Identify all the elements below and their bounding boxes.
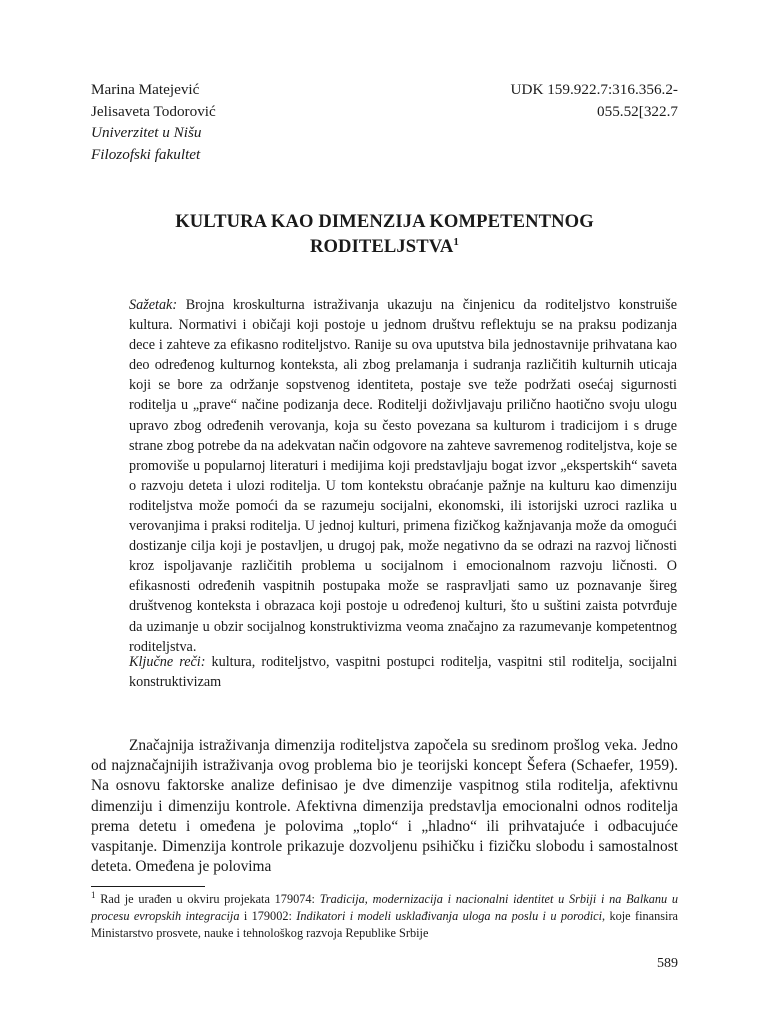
udk-code bbox=[511, 79, 678, 122]
abstract-label: Sažetak: bbox=[129, 297, 178, 313]
page-number: 589 bbox=[657, 956, 678, 971]
footnote-text: , koje finansira Ministarstvo prosvete, nauke i tehnološkog razvoja Republike Srbije bbox=[91, 909, 679, 940]
keywords-label: Ključne reči: bbox=[129, 654, 206, 670]
footnote-mark: 1 bbox=[91, 889, 96, 900]
footnote-project-title: Indikatori i modeli usklađivanja uloga na poslu i u porodici bbox=[296, 909, 603, 923]
footnote-project-title: Tradicija, modernizacija i nacionalni identitet u Srbiji i na Balkanu u procesu evropskih integracija bbox=[91, 892, 679, 923]
author-name: Marina Matejević bbox=[91, 81, 200, 98]
footnote-divider bbox=[91, 886, 205, 887]
title-text: RODITELJSTVA bbox=[309, 236, 454, 257]
paper-title bbox=[91, 209, 678, 259]
footnote bbox=[91, 891, 678, 942]
udk-line: 055.52[322.7 bbox=[597, 102, 678, 120]
title-footnote-mark[interactable]: 1 bbox=[453, 235, 460, 248]
keywords-text: kultura, roditeljstvo, vaspitni postupci roditelja, vaspitni stil roditelja, socijalni konstruktivizam bbox=[129, 654, 678, 691]
abstract-text: Brojna kroskulturna istraživanja ukazuju na činjenicu da roditeljstvo konstruiše kultura. Normativi i običaji koji postoje u jednom društvu reflektuju se na praksu podizanja dece i zahteve za efikasno roditeljstvo. Ranije su ova uputstva bila jednostavnije prihvatana kao deo određenog kulturnog konteksta, ali zbog prelamanja i sudranja različitih kulturnih uticaja koji se bore za održanje sopstvenog identiteta, postaje sve teže podržati osećaj sigurnosti roditelja u „prave“ načine podizanja dece. Roditelji doživljavaju prilično haotično svoju ulogu upravo zbog određenih verovanja, koja su često povezana sa kulturom i tradicijom i s druge strane zbog potrebe da na adekvatan način odgovore na zahteve savremenog roditeljstva, koje se promoviše u popularnoj literaturi i medijima koji predstavljaju bogat izvor „ekspertskih“ saveta o razvoju deteta i ulozi roditelja. U tom kontekstu obraćanje pažnje na kulturu kao dimenziju roditeljstva može pomoći da se razumeju socijalni, ekonomski, ili istorijski uzroci razlika u verovanjima i praksi roditelja. U jednoj kulturi, primena fizičkog kažnjavanja može da omogući dostizanje cilja koji je postavljen, u drugoj pak, može negativno da se odrazi na razvoj ličnosti kroz ispoljavanje različitih problema u socijalnom i emocionalnom razvoju ličnosti. O efikasnosti određenih vaspitnih postupaka može se raspravljati samo uz poznavanje šireg društvenog konteksta i obrazaca koji postoje u određenoj kulturi, što u suštini zaista potvrđuje da uzimanje u obzir socijalnog konstruktivizma veoma značajno za razumevanje kompetentnog roditeljstva. bbox=[129, 297, 677, 655]
body-text bbox=[91, 736, 678, 877]
affiliation-faculty: Filozofski fakultet bbox=[91, 145, 201, 163]
affiliation-university: Univerzitet u Nišu bbox=[91, 124, 202, 141]
udk-line: UDK 159.922.7:316.356.2- bbox=[510, 81, 678, 98]
footnote-text: i 179002: bbox=[239, 909, 297, 923]
title-line-2 bbox=[91, 234, 678, 259]
keywords bbox=[129, 652, 677, 692]
author-name: Jelisaveta Todorović bbox=[91, 102, 216, 120]
abstract bbox=[129, 295, 677, 657]
author-block bbox=[91, 79, 216, 165]
footnote-text: Rad je urađen u okviru projekata 179074: bbox=[95, 892, 320, 906]
body-paragraph: Značajnija istraživanja dimenzija roditeljstva započela su sredinom prošlog veka. Jedno od najznačajnijih istraživanja ovog problema bio je teorijski koncept Šefera (Schaefer, 1959). Na osnovu faktorske analize definisao je dve dimenzije vaspitnog stila roditelja, afektivnu dimenziju i dimenziju kontrole. Afektivna dimenzija predstavlja emocionalni odnos roditelja prema detetu i omeđena je polovima „toplo“ i „hladno“ ili prihvatajuće i odbacujuće vaspitanje. Dimenzija kontrole prikazuje dozvoljenu psihičku i fizičku slobodu i samostalnost deteta. Omeđena je polovima bbox=[91, 737, 678, 876]
abstract-paragraph bbox=[129, 295, 677, 657]
title-line: KULTURA KAO DIMENZIJA KOMPETENTNOG bbox=[175, 211, 594, 232]
